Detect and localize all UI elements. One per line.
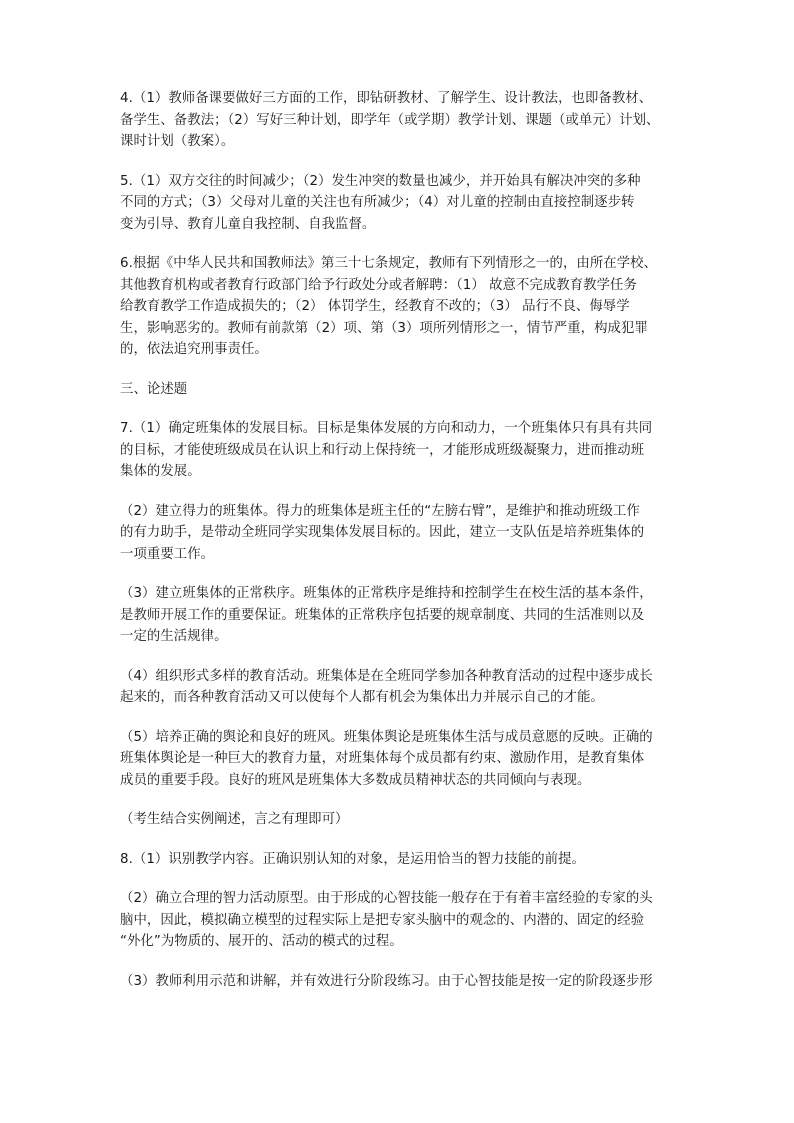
- text-line: （2）建立得力的班集体。得力的班集体是班主任的“左膀右臂”，是维护和推动班级工作: [120, 503, 640, 519]
- text-line: 课时计划（教案）。: [120, 134, 235, 149]
- text-line: 其他教育机构或者教育行政部门给予行政处分或者解聘：（1） 故意不完成教育教学任务: [120, 277, 637, 293]
- text-line: 不同的方式；（3）父母对儿童的关注也有所减少；（4）对儿童的控制由直接控制逐步转: [120, 195, 635, 210]
- answer-7-point-3: [120, 583, 680, 648]
- document-page: [120, 88, 680, 992]
- answer-7-point-2: [120, 501, 680, 566]
- answer-5: [120, 171, 680, 236]
- text-line: 成员的重要手段。良好的班风是班集体大多数成员精神状态的共同倾向与表现。: [120, 772, 591, 788]
- text-line: 8.（1）识别教学内容。正确识别认知的对象，是运用恰当的智力技能的前提。: [120, 851, 585, 867]
- answer-7-note: [120, 809, 680, 831]
- answer-7-point-5: [120, 727, 680, 792]
- text-line: 的，依法追究刑事责任。: [120, 342, 268, 357]
- text-line: 一项重要工作。: [120, 546, 215, 562]
- text-line: 起来的，而各种教育活动又可以使每个人都有机会为集体出力并展示自己的才能。: [120, 690, 604, 705]
- answer-4: [120, 88, 680, 153]
- answer-8-point-1: [120, 849, 680, 871]
- section-heading: [120, 379, 680, 401]
- text-line: （考生结合实例阐述，言之有理即可）: [120, 812, 349, 827]
- answer-7-point-1: [120, 418, 680, 483]
- text-line: 4.（1）教师备课要做好三方面的工作，即钻研教材、了解学生、设计教法，也即备教材、: [120, 91, 653, 106]
- answer-8-point-3: [120, 971, 680, 993]
- answer-6: [120, 253, 680, 361]
- text-line: 生，影响恶劣的。教师有前款第（2）项、第（3）项所列情形之一，情节严重，构成犯罪: [120, 320, 648, 336]
- text-line: 给教育教学工作造成损失的；（2） 体罚学生，经教育不改的；（3） 品行不良、侮辱学: [120, 299, 630, 314]
- text-line: 6.根据《中华人民共和国教师法》第三十七条规定，教师有下列情形之一的，由所在学校、: [120, 256, 658, 271]
- text-line: 班集体舆论是一种巨大的教育力量，对班集体每个成员都有约束、激励作用，是教育集体: [120, 751, 645, 766]
- text-line: 是教师开展工作的重要保证。班集体的正常秩序包括要的规章制度、共同的生活准则以及: [120, 607, 645, 623]
- text-line: 变为引导、教育儿童自我控制、自我监督。: [120, 216, 376, 232]
- text-line: 备学生、备教法；（2）写好三种计划，即学年（或学期）教学计划、课题（或单元）计划、: [120, 112, 660, 128]
- text-line: （3）建立班集体的正常秩序。班集体的正常秩序是维持和控制学生在校生活的基本条件，: [120, 586, 653, 601]
- text-line: 集体的发展。: [120, 464, 201, 479]
- text-line: 的目标，才能使班级成员在认识上和行动上保持统一，才能形成班级凝聚力，进而推动班: [120, 442, 645, 458]
- text-line: （4）组织形式多样的教育活动。班集体是在全班同学参加各种教育活动的过程中逐步成长: [120, 668, 653, 684]
- text-line: 7.（1）确定班集体的发展目标。目标是集体发展的方向和动力，一个班集体只有具有共同: [120, 421, 653, 436]
- text-line: （5）培养正确的舆论和良好的班风。班集体舆论是班集体生活与成员意愿的反映。正确的: [120, 729, 653, 745]
- text-line: 的有力助手，是带动全班同学实现集体发展目标的。因此，建立一支队伍是培养班集体的: [120, 525, 645, 540]
- answer-7-point-4: [120, 666, 680, 709]
- text-line: （3）教师利用示范和讲解，并有效进行分阶段练习。由于心智技能是按一定的阶段逐步形: [120, 973, 653, 989]
- text-line: 一定的生活规律。: [120, 629, 228, 644]
- text-line: 脑中，因此，模拟确立模型的过程实际上是把专家头脑中的观念的、内潜的、固定的经验: [120, 912, 645, 928]
- text-line: （2）确立合理的智力活动原型。由于形成的心智技能一般存在于有着丰富经验的专家的头: [120, 891, 653, 906]
- section-title: 三、论述题: [120, 381, 188, 397]
- text-line: 5.（1）双方交往的时间减少；（2）发生冲突的数量也减少，并开始具有解决冲突的多种: [120, 173, 641, 189]
- answer-8-point-2: [120, 888, 680, 953]
- text-line: “外化”为物质的、展开的、活动的模式的过程。: [120, 934, 403, 949]
